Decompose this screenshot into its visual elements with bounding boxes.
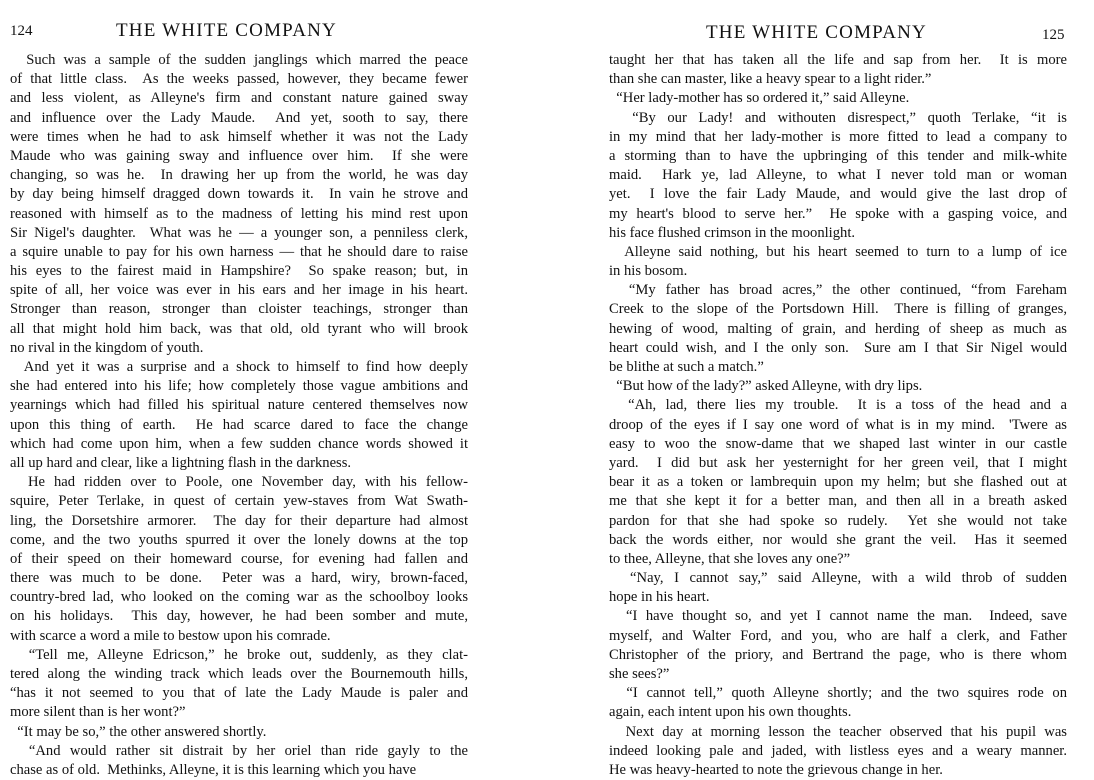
text-line: his eyes to the fairest maid in Hampshire? So spake reason; but, in — [10, 263, 468, 280]
text-line: “I have thought so, and yet I cannot name the man. Indeed, save — [609, 608, 1067, 625]
text-line: were times when he had to ask himself whether it was not the Lady — [10, 128, 468, 145]
text-line: “My father has broad acres,” the other continued, “from Fareham — [609, 282, 1067, 299]
text-line: He had ridden over to Poole, one November day, with his fellow- — [10, 474, 468, 491]
text-line: “By our Lady! and withouten disrespect,” quoth Terlake, “it is — [609, 109, 1067, 126]
text-line: upon this thing of earth. He had scarce dared to face the change — [10, 416, 468, 433]
text-line: yet. I love the fair Lady Maude, and would give the last drop of — [609, 186, 1067, 203]
text-line: back the words either, nor would she grant the veil. Has it seemed — [609, 531, 1067, 548]
text-line: taught her that has taken all the life and sap from her. It is more — [609, 52, 1067, 68]
page-number: 124 — [10, 23, 33, 39]
page-number: 125 — [1042, 27, 1065, 43]
text-line: chase as of old. Methinks, Alleyne, it is this learning which you have — [10, 761, 417, 778]
left-page — [0, 0, 548, 778]
text-line: squire, Peter Terlake, in quest of certain yew-staves from Wat Swath- — [10, 493, 468, 510]
text-line: more silent than is her wont?” — [10, 704, 186, 721]
running-head: THE WHITE COMPANY — [116, 20, 337, 41]
text-line: come, and the two youths spurred it over the lonely downs at the top — [10, 531, 468, 548]
text-line: country-bred lad, who looked on the coming war as the schoolboy looks — [10, 589, 468, 606]
text-line: tered along the winding track which leads over the Bournemouth hills, — [10, 666, 468, 682]
body-text — [10, 51, 468, 780]
text-line: no rival in the kingdom of youth. — [10, 339, 204, 356]
text-line: yard. I did but ask her yesternight for her green veil, that I might — [609, 454, 1067, 471]
text-line: of that little class. As the weeks passed, however, they became fewer — [10, 71, 468, 88]
text-line: He was heavy-hearted to note the grievous change in her. — [609, 761, 943, 778]
text-line: me that she kept it for a better man, and then all in a breath asked — [609, 493, 1067, 510]
text-line: of their speed on their homeward course, for evening had fallen and — [10, 550, 468, 567]
text-line: “But how of the lady?” asked Alleyne, with dry lips. — [609, 378, 923, 395]
text-line: and influence over the Lady Maude. And yet, sooth to say, there — [10, 109, 468, 126]
text-line: “Nay, I cannot say,” said Alleyne, with a wild throb of sudden — [609, 570, 1067, 587]
text-line: easy to woo the snow-dame that we shaped last winter in our castle — [609, 435, 1067, 452]
text-line: Next day at morning lesson the teacher observed that his pupil was — [609, 723, 1067, 740]
text-line: “Her lady-mother has so ordered it,” said Alleyne. — [609, 90, 910, 107]
text-line: bear it as a token or lambrequin upon my helm; but she flashed out at — [609, 474, 1067, 491]
text-line: in my mind that her lady-mother is more fitted to lead a company to — [609, 128, 1067, 145]
text-line: myself, and Walter Ford, and you, who are half a clerk, and Father — [609, 627, 1067, 644]
right-page — [548, 0, 1094, 778]
text-line: she sees?” — [609, 666, 670, 682]
text-line: “It may be so,” the other answered shortly. — [10, 723, 267, 740]
text-line: Maude who was gaining sway and influence over him. If she were — [10, 147, 468, 164]
text-line: “Ah, lad, there lies my trouble. It is a toss of the head and a — [609, 397, 1067, 414]
text-line: be blithe at such a match.” — [609, 359, 764, 375]
text-line: all up hard and clear, like a lightning flash in the darkness. — [10, 454, 352, 471]
text-line: all that might hold him back, was that old, old tyrant who will brook — [10, 320, 468, 337]
text-line: ling, the Dorsetshire armorer. The day for their departure had almost — [10, 512, 468, 529]
text-line: his face flushed crimson in the moonlight. — [609, 224, 856, 241]
text-line: by day being himself dragged down towards it. In vain he strove and — [10, 186, 468, 203]
text-line: Stronger than reason, stronger than cloister teachings, stronger than — [10, 301, 468, 318]
text-line: a squire unable to pay for his own harness — that he should dare to raise — [10, 243, 468, 260]
text-line: Christopher of the priory, and Bertrand the page, who is there whom — [609, 646, 1067, 663]
text-line: And yet it was a surprise and a shock to himself to find how deeply — [10, 359, 468, 375]
text-line: droop of the eyes if I say one word of what is in my mind. 'Twere as — [609, 416, 1067, 433]
text-line: on his holidays. This day, however, he had been somber and mute, — [10, 608, 468, 625]
text-line: “Tell me, Alleyne Edricson,” he broke out, suddenly, as they clat- — [10, 646, 468, 663]
text-line: Creek to the slope of the Portsdown Hill. There is filling of granges, — [609, 301, 1067, 318]
text-line: “has it not seemed to you that of late the Lady Maude is paler and — [10, 685, 468, 702]
text-line: than she can master, like a heavy spear to a light rider.” — [609, 71, 932, 88]
text-line: indeed looking pale and jaded, with listless eyes and a weary manner. — [609, 742, 1067, 759]
text-line: my heart's blood to serve her.” He spoke with a gasping voice, and — [609, 205, 1067, 222]
text-line: heart could wish, and I the only son. Sure am I that Sir Nigel would — [609, 339, 1067, 356]
text-line: changing, so was he. In drawing her up from the world, he was day — [10, 167, 468, 184]
text-line: with scarce a word a mile to bestow upon his comrade. — [10, 627, 331, 644]
text-line: spite of all, her voice was ever in his ears and her image in his heart. — [10, 282, 468, 299]
text-line: Such was a sample of the sudden janglings which marred the peace — [10, 52, 468, 68]
text-line: to thee, Alleyne, that she loves any one?” — [609, 550, 851, 567]
text-line: there was much to be done. Peter was a hard, wiry, brown-faced, — [10, 570, 468, 587]
text-line: hewing of wood, malting of grain, and herding of sheep as much as — [609, 320, 1067, 337]
text-line: maid. Hark ye, lad Alleyne, to what I never told man or woman — [609, 167, 1067, 184]
body-text — [609, 51, 1067, 780]
text-line: “And would rather sit distrait by her oriel than ride gayly to the — [10, 742, 468, 759]
text-line: which had come upon him, when a few sudden chance words showed it — [10, 435, 468, 452]
text-line: Sir Nigel's daughter. What was he — a younger son, a penniless clerk, — [10, 224, 468, 241]
text-line: “I cannot tell,” quoth Alleyne shortly; and the two squires rode on — [609, 685, 1067, 702]
text-line: she had entered into his life; how completely those vague ambitions and — [10, 378, 468, 395]
running-head: THE WHITE COMPANY — [706, 22, 927, 43]
text-line: hope in his heart. — [609, 589, 710, 606]
text-line: yearnings which had filled his spiritual nature centered themselves now — [10, 397, 468, 414]
text-line: pardon for that she had spoke so rudely. Yet she would not take — [609, 512, 1067, 529]
text-line: reasoned with himself as to the madness of letting his mind rest upon — [10, 205, 468, 222]
text-line: Alleyne said nothing, but his heart seemed to turn to a lump of ice — [609, 243, 1067, 260]
text-line: and less violent, as Alleyne's firm and constant nature gained sway — [10, 90, 468, 107]
text-line: again, each intent upon his own thoughts. — [609, 704, 852, 721]
text-line: in his bosom. — [609, 263, 688, 280]
text-line: a storming than to have the upbringing of this tender and milk-white — [609, 147, 1067, 164]
